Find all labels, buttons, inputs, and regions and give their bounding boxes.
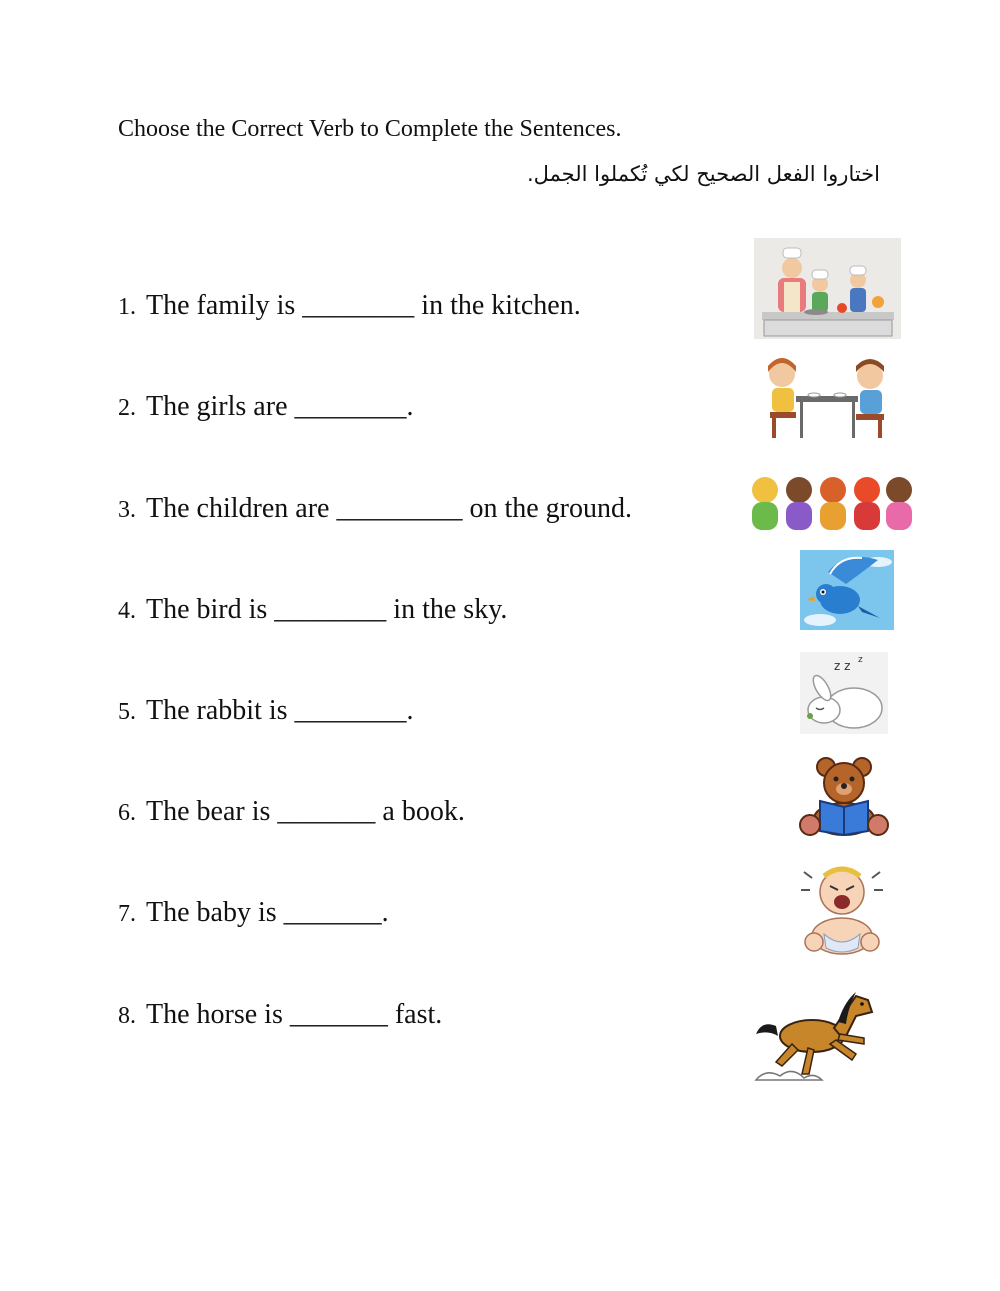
rabbit-sleeping-picture — [800, 652, 888, 734]
sentence-number: 7. — [118, 901, 136, 927]
sentence-text: The rabbit is ________. — [146, 695, 414, 726]
sentence-4 — [118, 594, 507, 626]
sentence-3 — [118, 493, 632, 525]
sentence-6 — [118, 796, 465, 828]
sentence-7 — [118, 897, 389, 929]
sentence-text: The bird is ________ in the sky. — [146, 594, 508, 625]
sentence-number: 6. — [118, 800, 136, 826]
sentence-text: The children are _________ on the ground. — [146, 493, 632, 524]
sentence-number: 5. — [118, 699, 136, 725]
sentence-number: 4. — [118, 598, 136, 624]
sentence-2 — [118, 391, 414, 423]
sentence-1 — [118, 290, 581, 322]
children-sitting-picture — [749, 472, 915, 536]
sentence-number: 2. — [118, 395, 136, 421]
girls-eating-picture — [756, 352, 896, 442]
sentence-number: 8. — [118, 1003, 136, 1029]
sentence-text: The baby is _______. — [146, 897, 389, 928]
svg-text:z: z — [858, 655, 863, 665]
sentence-text: The horse is _______ fast. — [146, 999, 443, 1030]
family-cooking-picture — [754, 238, 901, 339]
svg-text:z z: z z — [834, 659, 851, 673]
sentence-text: The bear is _______ a book. — [146, 796, 465, 827]
bear-reading-picture — [798, 757, 890, 837]
sentence-text: The girls are ________. — [146, 391, 414, 422]
sentence-number: 1. — [118, 294, 136, 320]
baby-crying-picture — [798, 858, 886, 958]
instructions-arabic: اختاروا الفعل الصحيح لكي تُكملوا الجمل. — [526, 162, 880, 186]
sentence-number: 3. — [118, 497, 136, 523]
sentence-5 — [118, 695, 414, 727]
instructions-english: Choose the Correct Verb to Complete the Sentences. — [118, 116, 622, 142]
sentence-8 — [118, 999, 442, 1031]
bird-flying-picture — [800, 550, 894, 630]
horse-running-picture — [752, 982, 882, 1092]
sentence-text: The family is ________ in the kitchen. — [146, 290, 581, 321]
